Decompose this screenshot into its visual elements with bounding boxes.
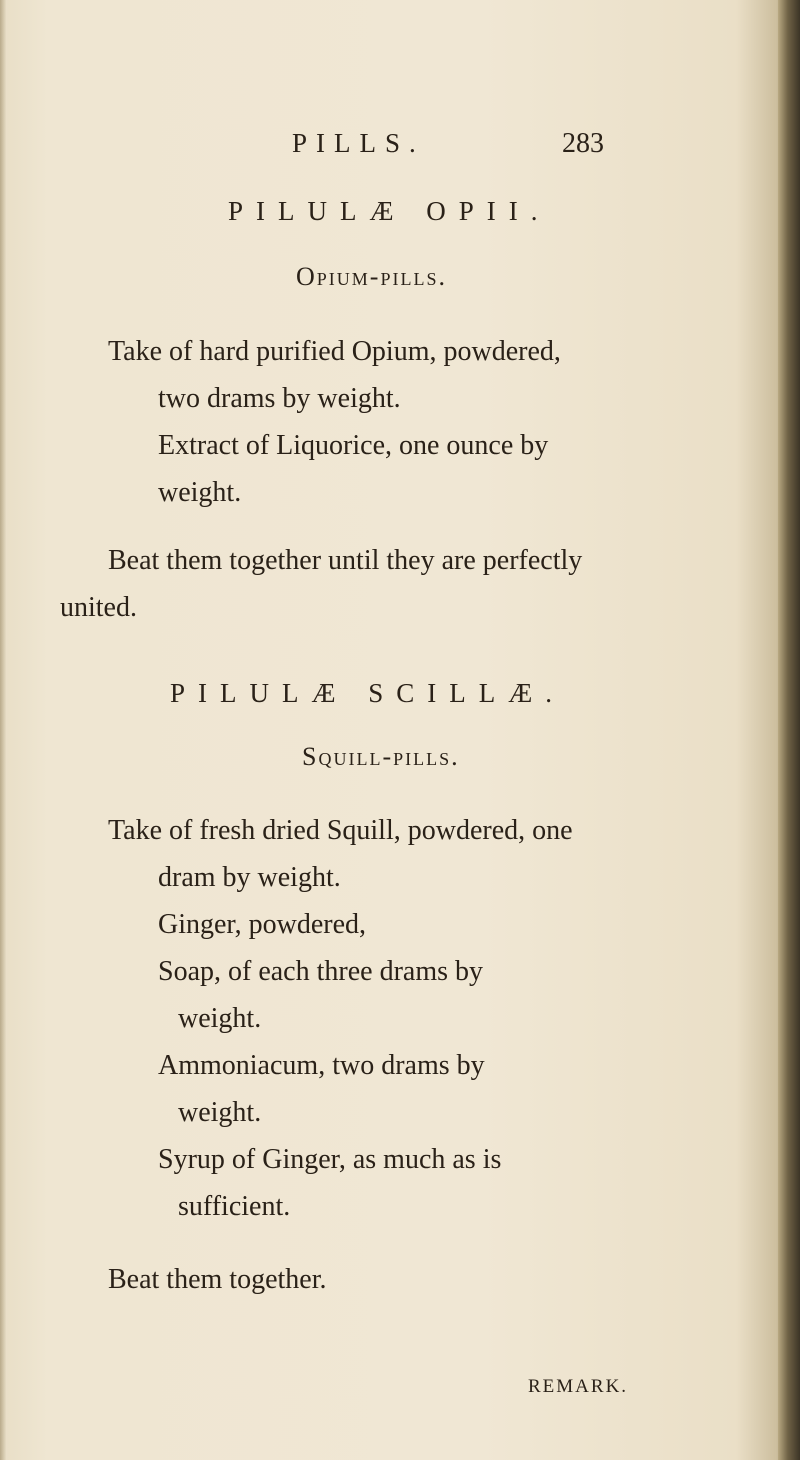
- text-line: weight.: [158, 477, 242, 508]
- text-line: Syrup of Ginger, as much as is: [158, 1144, 502, 1175]
- text-line: Beat them together until they are perfectly: [108, 545, 583, 576]
- text-line: Take of fresh dried Squill, powdered, one: [108, 815, 573, 846]
- section-heading-scillae: PILULÆ SCILLÆ.: [170, 678, 566, 708]
- catchword: REMARK.: [528, 1376, 629, 1397]
- text-line: Extract of Liquorice, one ounce by: [158, 430, 549, 461]
- page-left-edge: [0, 0, 6, 1460]
- text-line: Soap, of each three drams by: [158, 956, 483, 987]
- text-line: weight.: [178, 1097, 262, 1128]
- text-line: weight.: [178, 1003, 262, 1034]
- section-heading-opii: PILULÆ OPII.: [228, 196, 551, 226]
- running-head-title: PILLS.: [292, 128, 425, 158]
- text-line: Ammoniacum, two drams by: [158, 1050, 485, 1081]
- section-subheading-squill-pills: Squill-pills.: [302, 742, 460, 771]
- text-line: Take of hard purified Opium, powdered,: [108, 336, 561, 367]
- text-line: Ginger, powdered,: [158, 909, 367, 940]
- text-line: sufficient.: [178, 1191, 291, 1222]
- text-line: Beat them together.: [108, 1264, 327, 1295]
- section-subheading-opium-pills: Opium-pills.: [296, 262, 447, 291]
- page-number: 283: [562, 128, 604, 159]
- binding-gutter: [778, 0, 800, 1460]
- text-line: dram by weight.: [158, 862, 341, 893]
- running-head: [0, 128, 800, 168]
- text-line: two drams by weight.: [158, 383, 401, 414]
- text-line: united.: [60, 592, 137, 623]
